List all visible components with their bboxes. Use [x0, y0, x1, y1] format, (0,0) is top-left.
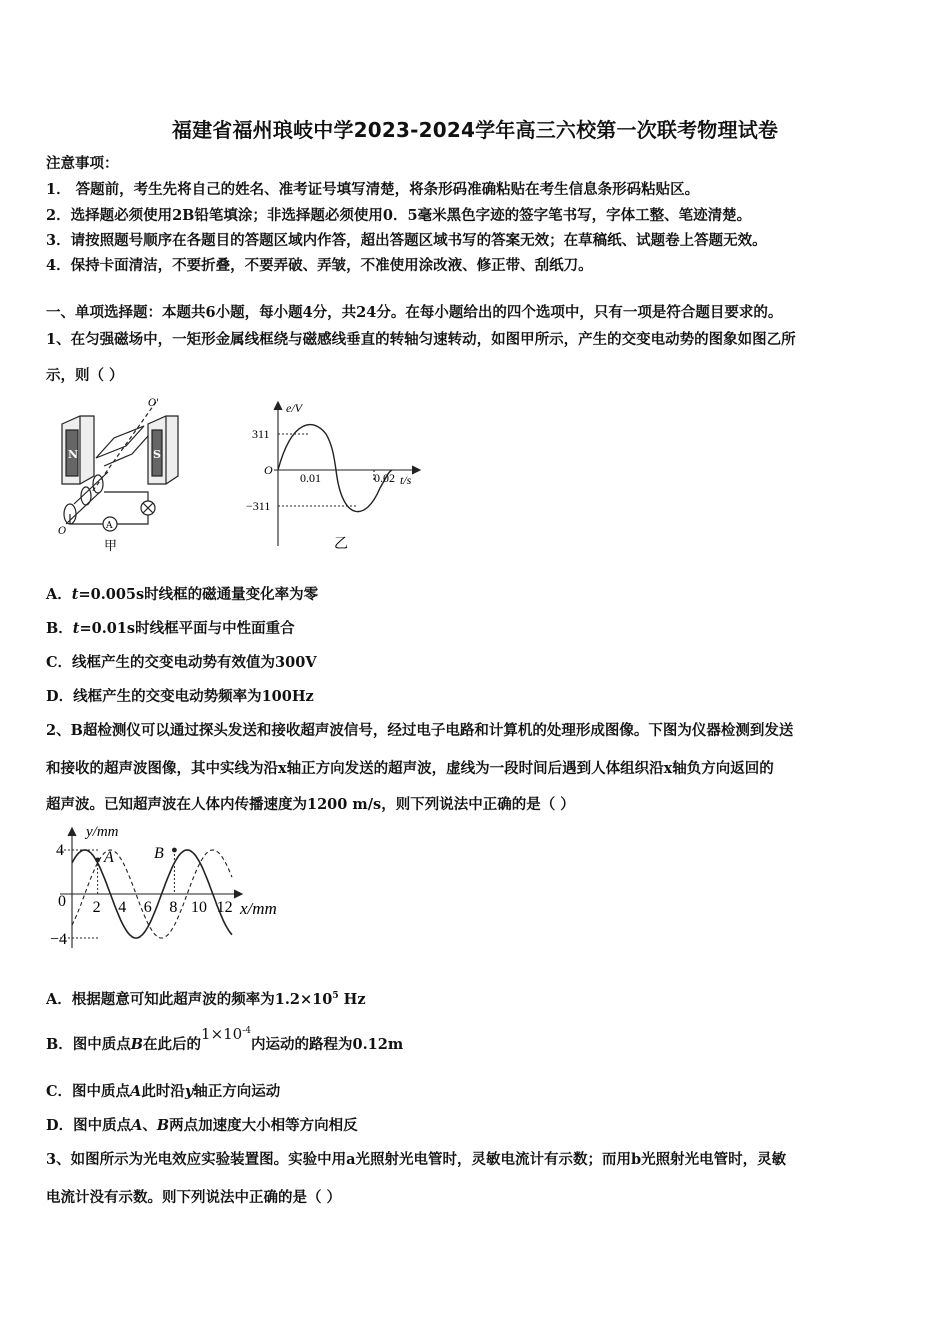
option-text: 图中质点	[72, 1083, 131, 1100]
origin-label: O	[264, 463, 273, 477]
q1-option-c	[46, 651, 317, 672]
q1-stem: 示，则（ ）	[46, 367, 124, 384]
y-tick-label: 4	[56, 842, 64, 859]
option-letter: A．	[46, 991, 72, 1008]
paper-title: 福建省福州琅岐中学2023-2024学年高三六校第一次联考物理试卷	[171, 118, 779, 142]
q2-option-b	[46, 1025, 404, 1054]
variable-y: y	[184, 1083, 194, 1100]
q2-stem: 超声波。已知超声波在人体内传播速度为1200 m/s，则下列说法中正确的是（ ）	[46, 796, 575, 813]
y-tick-label: −311	[246, 499, 271, 513]
variable-a: A	[131, 1117, 143, 1134]
option-letter: D．	[46, 688, 74, 705]
option-text: =0.01s时线框平面与中性面重合	[79, 620, 295, 637]
emf-graph	[240, 396, 440, 556]
x-tick-label: 0.01	[300, 471, 321, 485]
x-tick-label: 2	[92, 899, 101, 916]
point-a-label: A	[104, 849, 114, 866]
point-b-label: B	[154, 845, 164, 862]
y-tick-label: −4	[50, 931, 68, 948]
x-axis-arrow	[234, 890, 242, 898]
formula-base: 1×10	[201, 1025, 243, 1043]
variable-t: t	[71, 586, 79, 603]
option-text: 此时沿	[141, 1083, 185, 1100]
option-text: 线框产生的交变电动势频率为100Hz	[73, 688, 314, 705]
x-tick-label: 12	[216, 899, 233, 916]
ammeter-label: A	[106, 521, 113, 531]
option-letter: B．	[46, 620, 73, 637]
option-letter: C．	[46, 1083, 73, 1100]
q2-option-d	[46, 1114, 358, 1135]
option-text: 内运动的路程为0.12m	[251, 1036, 404, 1053]
variable-b: B	[156, 1117, 170, 1134]
section-heading: 一、单项选择题：本题共6小题，每小题4分，共24分。在每小题给出的四个选项中，只有一项是符合题目要求的。	[46, 304, 783, 321]
q1-option-a	[46, 583, 318, 604]
q3-stem: 电流计没有示数。则下列说法中正确的是（ ）	[46, 1189, 342, 1206]
notice-item: 1． 答题前，考生先将自己的姓名、准考证号填写清楚，将条形码准确粘贴在考生信息条形码粘贴区。	[46, 181, 700, 198]
option-text: 两点加速度大小相等方向相反	[169, 1117, 358, 1134]
option-letter: A．	[46, 586, 72, 603]
unit: Hz	[338, 991, 366, 1008]
axis-bottom-label: O	[58, 526, 67, 537]
magnet-s-label: S	[153, 448, 161, 461]
option-text: 图中质点	[73, 1117, 132, 1134]
variable-a: A	[130, 1083, 142, 1100]
generator-figure	[44, 396, 194, 556]
y-axis-label: e/V	[286, 401, 302, 415]
notice-item: 2．选择题必须使用2B铅笔填涂；非选择题必须使用0．5毫米黑色字迹的签字笔书写，字体工整、笔迹清楚。	[46, 207, 752, 224]
notice-item: 4．保持卡面清洁，不要折叠，不要弄破、弄皱，不准使用涂改液、修正带、刮纸刀。	[46, 257, 593, 274]
notice-heading: 注意事项：	[46, 155, 119, 172]
notice-item: 3．请按照题号顺序在各题目的答题区域内作答，超出答题区域书写的答案无效；在草稿纸、试题卷上答题无效。	[46, 232, 767, 249]
y-axis-arrow	[68, 828, 76, 836]
option-text: =0.005s时线框的磁通量变化率为零	[78, 586, 319, 603]
figure-caption-yi: 乙	[334, 536, 348, 552]
axis-top-label: O'	[148, 398, 159, 409]
option-text: 、	[142, 1117, 157, 1134]
option-text: 轴正方向运动	[193, 1083, 281, 1100]
x-tick-label: 0.02	[374, 471, 395, 485]
y-tick-label: 311	[252, 427, 270, 441]
magnet-n-label: N	[68, 448, 79, 461]
q2-option-c	[46, 1080, 280, 1101]
q2-stem: 2、B超检测仪可以通过探头发送和接收超声波信号，经过电子电路和计算机的处理形成图像。下图为仪器检测到发送	[46, 722, 794, 739]
option-letter: B．	[46, 1036, 73, 1053]
variable-t: t	[72, 620, 80, 637]
origin-label: 0	[58, 893, 66, 910]
option-text: 图中质点	[72, 1036, 131, 1053]
option-letter: C．	[46, 654, 73, 671]
option-text: 线框产生的交变电动势有效值为300V	[72, 654, 317, 671]
variable-b: B	[130, 1036, 144, 1053]
figure-caption-jia: 甲	[104, 539, 118, 554]
x-tick-label: 8	[169, 899, 178, 916]
x-tick-label: 6	[143, 899, 152, 916]
formula-exponent: -4	[242, 1026, 252, 1036]
q1-option-b	[46, 617, 295, 638]
time-formula	[201, 1025, 251, 1043]
option-letter: D．	[46, 1117, 74, 1134]
q1-stem: 1、在匀强磁场中，一矩形金属线框绕与磁感线垂直的转轴匀速转动，如图甲所示，产生的交变电动势的图象如图乙所	[46, 331, 796, 348]
x-tick-label: 4	[118, 899, 127, 916]
q1-option-d	[46, 685, 314, 706]
option-text: 根据题意可知此超声波的频率为1.2×10	[71, 991, 333, 1008]
option-text: 在此后的	[143, 1036, 202, 1053]
x-axis-label: t/s	[400, 473, 412, 487]
q2-stem: 和接收的超声波图像，其中实线为沿x轴正方向发送的超声波，虚线为一段时间后遇到人体组织沿x轴负方向返回的	[46, 760, 774, 777]
q3-stem: 3、如图所示为光电效应实验装置图。实验中用a光照射光电管时，灵敏电流计有示数；而用b光照射光电管时，灵敏	[46, 1151, 787, 1168]
wave-chart	[40, 824, 300, 954]
x-axis-label: x/mm	[240, 899, 277, 918]
q2-option-a	[46, 988, 366, 1009]
y-axis-label: y/mm	[86, 824, 119, 840]
x-tick-label: 10	[191, 899, 207, 916]
exponent: 5	[332, 991, 339, 1002]
